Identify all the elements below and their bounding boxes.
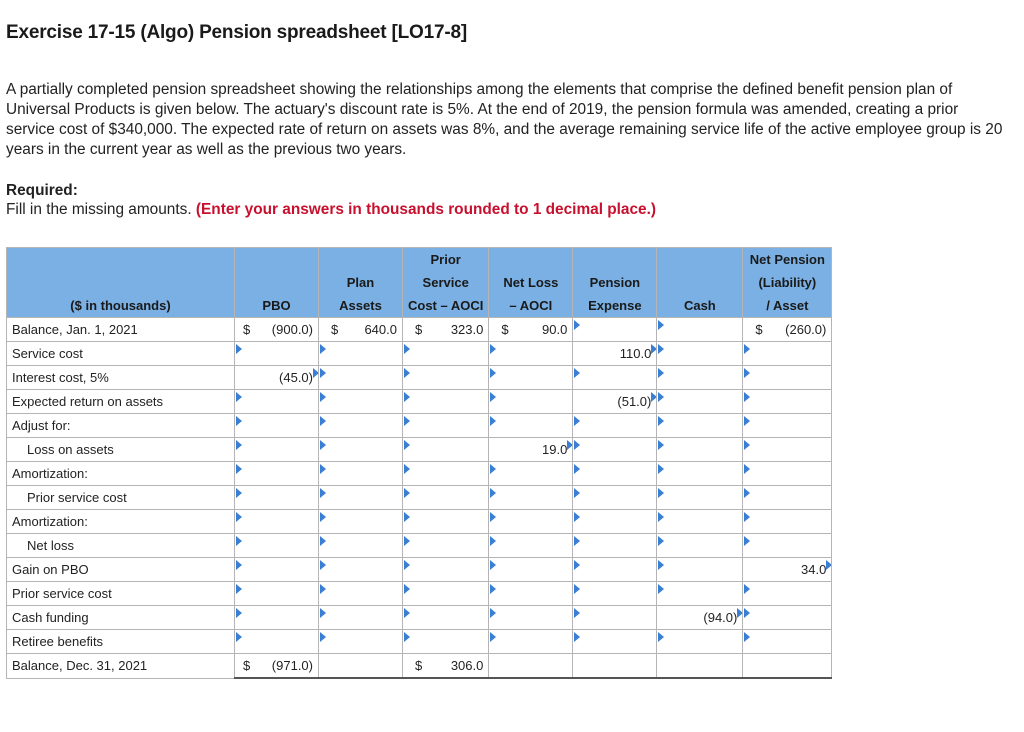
header-expense: Expense [573,294,657,318]
input-cell-pension-expense[interactable] [573,414,657,438]
header-cell [489,248,573,272]
input-cell-prior-service-cost[interactable] [403,558,489,582]
input-cell-pbo[interactable] [235,438,319,462]
input-cell-plan-assets[interactable] [319,414,403,438]
input-marker-icon [236,584,242,594]
input-cell-plan-assets[interactable] [319,486,403,510]
input-cell-pension-expense[interactable] [573,438,657,462]
input-marker-icon [574,560,580,570]
input-marker-icon [404,368,410,378]
input-marker-icon [658,368,664,378]
exercise-title: Exercise 17-15 (Algo) Pension spreadsheet [LO17-8] [6,22,467,43]
cell-value: 306.0 [450,658,484,673]
table-row [7,342,832,366]
input-cell-cash[interactable] [657,654,743,679]
input-marker-icon [744,536,750,546]
input-cell-cash[interactable] [657,342,743,366]
input-marker-icon [320,344,326,354]
input-cell-pension-expense[interactable] [573,558,657,582]
currency-symbol: $ [755,322,763,337]
input-marker-icon [320,584,326,594]
input-marker-icon [658,464,664,474]
input-marker-icon [574,608,580,618]
currency-symbol: $ [243,322,251,337]
row-label: Cash funding [7,606,235,630]
header-row-2 [7,271,832,294]
input-cell-pension-expense[interactable] [573,366,657,390]
header-net-pension: Net Pension [743,248,832,272]
input-cell-net-loss[interactable] [489,606,573,630]
input-cell-prior-service-cost[interactable] [403,582,489,606]
input-cell-net-loss[interactable] [489,342,573,366]
input-marker-icon [574,536,580,546]
value-cell-pbo [235,366,319,390]
input-marker-icon [404,512,410,522]
pension-spreadsheet [6,247,832,679]
input-cell-prior-service-cost[interactable] [403,414,489,438]
input-cell-net-pension[interactable] [743,462,832,486]
problem-description: A partially completed pension spreadsheet showing the relationships among the elements that comprise the defined benefit pension plan of Universal Products is given below. The actuary's discount rate is 5%. At the end of 2019, the pension formula was amended, creating a prior service cost of $340,000. The expected rate of return on assets was 8%, and the average remaining service life of the active employee group is 20 years in the current year as well as the previous two years. [6,81,1003,158]
header-assets: Assets [319,294,403,318]
input-cell-net-pension[interactable] [743,366,832,390]
input-marker-icon [404,584,410,594]
row-label: Retiree benefits [7,630,235,654]
input-cell-cash[interactable] [657,366,743,390]
input-cell-prior-service-cost[interactable] [403,606,489,630]
header-net-loss: Net Loss [489,271,573,294]
input-marker-icon [320,608,326,618]
input-cell-plan-assets[interactable] [319,534,403,558]
input-marker-icon [236,512,242,522]
input-cell-pbo[interactable] [235,558,319,582]
input-marker-icon [658,416,664,426]
input-marker-icon [744,344,750,354]
input-marker-icon [236,632,242,642]
input-marker-icon [404,392,410,402]
input-cell-cash[interactable] [657,510,743,534]
cell-value: 110.0 [619,346,652,361]
input-marker-icon [490,392,496,402]
header-prior: Prior [403,248,489,272]
row-label: Adjust for: [7,414,235,438]
table-row [7,558,832,582]
input-marker-icon [574,512,580,522]
input-cell-net-pension[interactable] [743,606,832,630]
value-cell-net-pension [743,558,832,582]
input-cell-plan-assets[interactable] [319,366,403,390]
input-marker-icon [236,560,242,570]
header-asset: / Asset [743,294,832,318]
input-marker-icon [404,488,410,498]
value-cell-cash [657,606,743,630]
row-label: Net loss [7,534,235,558]
table-row [7,606,832,630]
input-marker-icon [744,392,750,402]
input-cell-prior-service-cost[interactable] [403,534,489,558]
input-cell-net-pension[interactable] [743,390,832,414]
input-cell-cash[interactable] [657,462,743,486]
row-label: Amortization: [7,510,235,534]
input-marker-icon [320,392,326,402]
input-cell-prior-service-cost[interactable] [403,510,489,534]
input-cell-net-loss[interactable] [489,390,573,414]
cell-value: (900.0) [271,322,313,337]
input-cell-plan-assets[interactable] [319,558,403,582]
input-marker-icon [574,632,580,642]
cell-value: (45.0) [279,370,313,385]
input-marker-icon [236,392,242,402]
input-cell-net-pension[interactable] [743,630,832,654]
input-cell-pbo[interactable] [235,606,319,630]
input-cell-plan-assets[interactable] [319,438,403,462]
input-marker-icon [744,608,750,618]
header-plan: Plan [319,271,403,294]
row-label: Gain on PBO [7,558,235,582]
input-marker-icon [320,416,326,426]
value-cell-pension-expense [573,342,657,366]
value-cell-pbo [235,318,319,342]
input-cell-cash[interactable] [657,486,743,510]
input-marker-icon [404,632,410,642]
value-cell-net-pension [743,318,832,342]
input-cell-prior-service-cost[interactable] [403,342,489,366]
input-marker-icon [658,560,664,570]
input-cell-plan-assets[interactable] [319,654,403,679]
input-marker-icon [490,536,496,546]
row-label: Balance, Dec. 31, 2021 [7,654,235,679]
table-row [7,318,832,342]
input-cell-plan-assets[interactable] [319,462,403,486]
table-row [7,630,832,654]
input-cell-prior-service-cost[interactable] [403,462,489,486]
input-marker-icon [490,488,496,498]
input-cell-prior-service-cost[interactable] [403,630,489,654]
input-cell-pension-expense[interactable] [573,318,657,342]
input-cell-pension-expense[interactable] [573,510,657,534]
input-marker-icon [574,464,580,474]
input-marker-icon [658,320,664,330]
input-marker-icon [574,440,580,450]
header-row-1 [7,248,832,272]
cell-value: 19.0 [542,442,568,457]
input-marker-icon [404,440,410,450]
input-marker-icon [490,632,496,642]
input-marker-icon [320,560,326,570]
value-cell-prior-service-cost [403,318,489,342]
input-cell-pbo[interactable] [235,390,319,414]
input-marker-icon [490,344,496,354]
header-cell [319,248,403,272]
cell-value: (971.0) [271,658,313,673]
table-row [7,366,832,390]
cell-value: (260.0) [785,322,827,337]
header-units: ($ in thousands) [7,294,235,318]
input-cell-prior-service-cost[interactable] [403,366,489,390]
input-marker-icon [574,368,580,378]
input-cell-plan-assets[interactable] [319,342,403,366]
input-cell-plan-assets[interactable] [319,606,403,630]
input-marker-icon [744,512,750,522]
row-label: Prior service cost [7,582,235,606]
input-marker-icon [320,464,326,474]
input-cell-plan-assets[interactable] [319,390,403,414]
input-marker-icon [658,488,664,498]
input-cell-cash[interactable] [657,414,743,438]
input-marker-icon [826,560,832,570]
input-marker-icon [236,344,242,354]
required-label: Required: [6,182,78,199]
input-cell-cash[interactable] [657,534,743,558]
input-cell-net-loss[interactable] [489,510,573,534]
input-cell-pbo[interactable] [235,414,319,438]
input-marker-icon [490,464,496,474]
row-label: Loss on assets [7,438,235,462]
header-cell [657,271,743,294]
input-marker-icon [320,440,326,450]
required-note: (Enter your answers in thousands rounded to 1 decimal place.) [195,201,657,218]
input-cell-net-pension[interactable] [743,438,832,462]
header-service: Service [403,271,489,294]
input-marker-icon [744,584,750,594]
value-cell-pension-expense [573,390,657,414]
header-cash: Cash [657,294,743,318]
input-cell-pension-expense[interactable] [573,606,657,630]
row-label: Service cost [7,342,235,366]
input-cell-pbo[interactable] [235,582,319,606]
input-marker-icon [404,608,410,618]
required-text: Fill in the missing amounts. [6,201,192,218]
input-marker-icon [574,584,580,594]
value-cell-plan-assets [319,318,403,342]
cell-value: 90.0 [542,322,568,337]
header-cell [7,248,235,272]
cell-value: 640.0 [364,322,397,337]
input-marker-icon [490,416,496,426]
input-cell-prior-service-cost[interactable] [403,390,489,414]
value-cell-pbo [235,654,319,679]
input-cell-prior-service-cost[interactable] [403,438,489,462]
header-cell [235,271,319,294]
input-marker-icon [744,632,750,642]
input-cell-plan-assets[interactable] [319,582,403,606]
input-marker-icon [744,416,750,426]
input-cell-pension-expense[interactable] [573,534,657,558]
currency-symbol: $ [415,322,423,337]
row-label: Interest cost, 5% [7,366,235,390]
input-marker-icon [658,440,664,450]
input-marker-icon [658,632,664,642]
input-marker-icon [236,608,242,618]
input-marker-icon [658,344,664,354]
input-cell-cash[interactable] [657,318,743,342]
input-marker-icon [320,488,326,498]
input-marker-icon [574,488,580,498]
input-cell-net-loss[interactable] [489,534,573,558]
row-label: Prior service cost [7,486,235,510]
required-instructions [6,201,656,219]
input-cell-pension-expense[interactable] [573,582,657,606]
input-marker-icon [574,320,580,330]
input-cell-net-pension[interactable] [743,654,832,679]
input-marker-icon [490,608,496,618]
input-marker-icon [744,440,750,450]
table-row [7,390,832,414]
input-cell-pension-expense[interactable] [573,486,657,510]
input-marker-icon [658,392,664,402]
input-marker-icon [744,488,750,498]
table-row [7,654,832,679]
input-marker-icon [658,584,664,594]
input-cell-cash[interactable] [657,630,743,654]
input-marker-icon [236,488,242,498]
table-row [7,534,832,558]
input-marker-icon [490,560,496,570]
input-marker-icon [320,368,326,378]
input-marker-icon [744,464,750,474]
header-cell [7,271,235,294]
value-cell-net-loss [489,318,573,342]
row-label: Balance, Jan. 1, 2021 [7,318,235,342]
input-marker-icon [320,536,326,546]
header-liability: (Liability) [743,271,832,294]
input-cell-net-pension[interactable] [743,582,832,606]
input-cell-net-loss[interactable] [489,414,573,438]
header-pension: Pension [573,271,657,294]
currency-symbol: $ [501,322,509,337]
input-cell-plan-assets[interactable] [319,510,403,534]
header-cell [657,248,743,272]
currency-symbol: $ [331,322,339,337]
input-marker-icon [320,512,326,522]
input-marker-icon [574,416,580,426]
input-cell-pbo[interactable] [235,462,319,486]
input-cell-pbo[interactable] [235,630,319,654]
input-cell-cash[interactable] [657,438,743,462]
table-row [7,462,832,486]
table-row [7,510,832,534]
value-cell-net-loss [489,438,573,462]
header-cell [235,248,319,272]
input-marker-icon [404,560,410,570]
input-cell-net-loss[interactable] [489,366,573,390]
input-cell-prior-service-cost[interactable] [403,486,489,510]
input-cell-net-pension[interactable] [743,342,832,366]
input-cell-net-loss[interactable] [489,582,573,606]
input-cell-pbo[interactable] [235,534,319,558]
input-cell-pbo[interactable] [235,510,319,534]
table-row [7,414,832,438]
input-cell-net-loss[interactable] [489,486,573,510]
input-marker-icon [404,416,410,426]
currency-symbol: $ [415,658,423,673]
input-marker-icon [744,368,750,378]
input-cell-net-loss[interactable] [489,462,573,486]
input-marker-icon [236,464,242,474]
input-marker-icon [404,344,410,354]
input-marker-icon [236,416,242,426]
input-marker-icon [404,536,410,546]
input-cell-cash[interactable] [657,558,743,582]
input-cell-pension-expense[interactable] [573,654,657,679]
input-marker-icon [490,584,496,594]
input-marker-icon [404,464,410,474]
input-cell-plan-assets[interactable] [319,630,403,654]
input-marker-icon [658,536,664,546]
input-cell-net-pension[interactable] [743,510,832,534]
table-row [7,438,832,462]
value-cell-prior-service-cost [403,654,489,679]
input-cell-cash[interactable] [657,582,743,606]
input-cell-net-pension[interactable] [743,486,832,510]
header-aoci: – AOCI [489,294,573,318]
input-marker-icon [490,512,496,522]
input-marker-icon [320,632,326,642]
input-marker-icon [658,512,664,522]
input-marker-icon [490,368,496,378]
input-cell-pension-expense[interactable] [573,462,657,486]
input-marker-icon [236,440,242,450]
cell-value: 323.0 [450,322,484,337]
table-row [7,486,832,510]
header-cell [573,248,657,272]
input-cell-net-loss[interactable] [489,558,573,582]
cell-value: 34.0 [801,562,827,577]
header-pbo: PBO [235,294,319,318]
table-row [7,582,832,606]
header-row-3 [7,294,832,318]
input-cell-net-loss[interactable] [489,654,573,679]
cell-value: (94.0) [703,610,738,625]
row-label: Amortization: [7,462,235,486]
row-label: Expected return on assets [7,390,235,414]
input-cell-pbo[interactable] [235,486,319,510]
input-cell-cash[interactable] [657,390,743,414]
input-cell-pbo[interactable] [235,342,319,366]
currency-symbol: $ [243,658,251,673]
input-cell-net-pension[interactable] [743,414,832,438]
input-cell-net-pension[interactable] [743,534,832,558]
cell-value: (51.0) [617,394,652,409]
header-psc-aoci: Cost – AOCI [403,294,489,318]
input-cell-net-loss[interactable] [489,630,573,654]
input-marker-icon [236,536,242,546]
input-cell-pension-expense[interactable] [573,630,657,654]
